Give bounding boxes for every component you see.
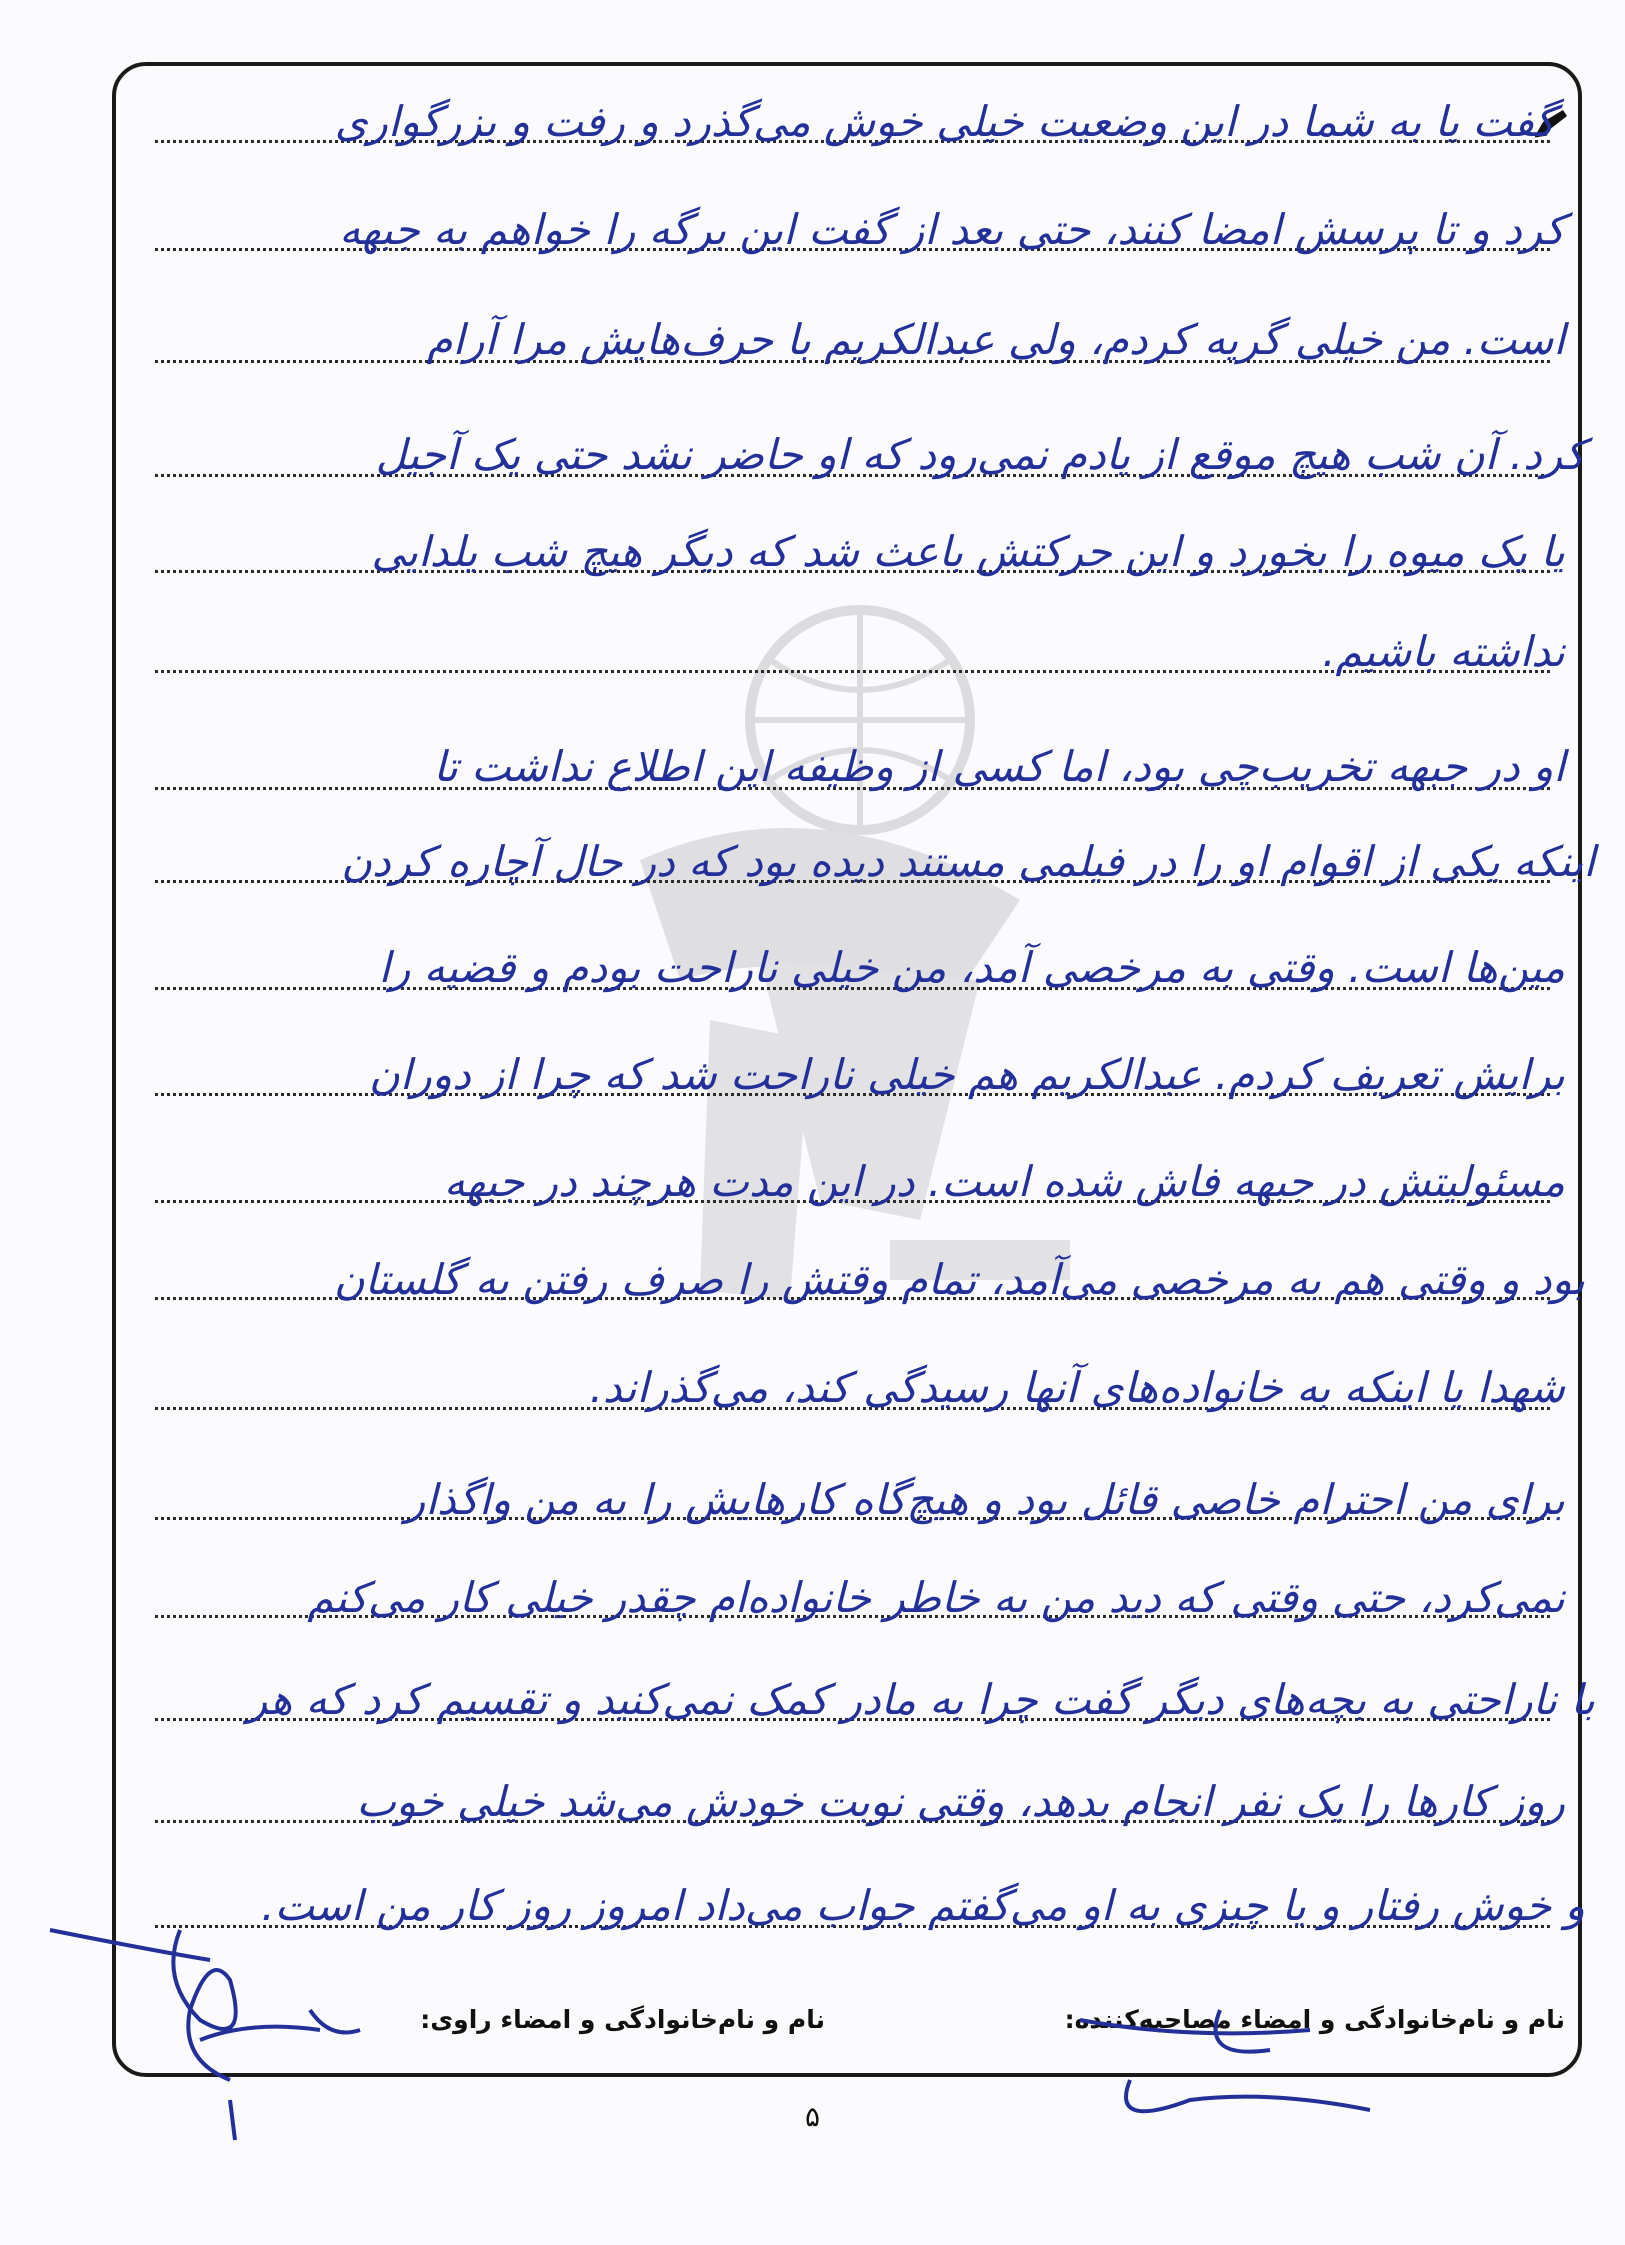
handwritten-line-15: نمی‌کرد، حتی وقتی که دید من به خاطر خانواده‌ام چقدر خیلی کار می‌کنم — [307, 1573, 1565, 1622]
handwritten-line-1: گفت یا به شما در این وضعیت خیلی خوش می‌گذرد و رفت و بزرگواری — [334, 97, 1555, 146]
handwritten-line-4: کرد. آن شب هیچ موقع از یادم نمی‌رود که او حاضر نشد حتی یک آجیل — [375, 430, 1585, 479]
handwritten-line-10: برایش تعریف کردم. عبدالکریم هم خیلی ناراحت شد که چرا از دوران — [369, 1050, 1565, 1099]
handwritten-line-5: یا یک میوه را بخورد و این حرکتش باعث شد که دیگر هیچ شب یلدایی — [371, 527, 1565, 576]
handwritten-line-3: است. من خیلی گریه کردم، ولی عبدالکریم با حرف‌هایش مرا آرام — [426, 315, 1565, 364]
handwritten-line-6: نداشته باشیم. — [1322, 627, 1565, 676]
handwritten-line-14: برای من احترام خاصی قائل بود و هیچ‌گاه کارهایش را به من واگذار — [405, 1475, 1565, 1524]
narrator-signature-label: نام و نام‌خانوادگی و امضاء راوی: — [420, 2005, 825, 2034]
page-number: ۵ — [804, 2100, 821, 2133]
interviewer-signature-label: نام و نام‌خانوادگی و امضاء مصاحبه‌کننده: — [1064, 2005, 1565, 2034]
handwritten-line-7: او در جبهه تخریب‌چی بود، اما کسی از وظیفه این اطلاع نداشت تا — [433, 742, 1565, 791]
handwritten-line-8: اینکه یکی از اقوام او را در فیلمی مستند دیده بود که در حال آچاره کردن — [341, 837, 1595, 886]
handwritten-line-11: مسئولیتش در جبهه فاش شده است. در این مدت هرچند در جبهه — [443, 1157, 1565, 1206]
handwritten-line-12: بود و وقتی هم به مرخصی می‌آمد، تمام وقتش را صرف رفتن به گلستان — [333, 1255, 1585, 1304]
handwritten-line-9: مین‌ها است. وقتی به مرخصی آمد، من خیلی ناراحت بودم و قضیه را — [378, 943, 1565, 992]
handwritten-line-16: با ناراحتی به بچه‌های دیگر گفت چرا به مادر کمک نمی‌کنید و تقسیم کرد که هر — [247, 1675, 1595, 1724]
handwritten-line-13: شهدا یا اینکه به خانواده‌های آنها رسیدگی کند، می‌گذراند. — [589, 1363, 1565, 1412]
handwritten-line-2: کرد و تا پرسش امضا کنند، حتی بعد از گفت این برگه را خواهم به جبهه — [339, 205, 1565, 254]
handwritten-line-17: روز کارها را یک نفر انجام بدهد، وقتی نوبت خودش می‌شد خیلی خوب — [356, 1777, 1565, 1826]
handwritten-line-18: و خوش رفتار و یا چیزی به او می‌گفتم جواب می‌داد امروز روز کار من است. — [261, 1881, 1585, 1930]
